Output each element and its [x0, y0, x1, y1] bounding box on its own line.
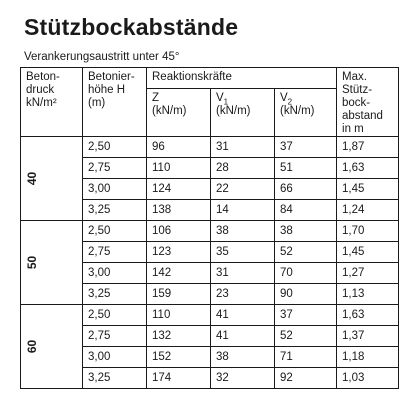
v2-cell: 84 [275, 200, 337, 221]
max-distance-cell: 1,18 [337, 347, 399, 368]
v2-cell: 38 [275, 221, 337, 242]
header-v2: $V_2$ (kN/m) [275, 88, 337, 136]
height-cell: 2,75 [83, 158, 147, 179]
height-cell: 3,25 [83, 284, 147, 305]
max-distance-cell: 1,45 [337, 179, 399, 200]
v2-cell: 90 [275, 284, 337, 305]
distance-table [20, 67, 399, 389]
v1-cell: 28 [211, 158, 275, 179]
header-pour-height: Betonier- höhe H (m) [83, 68, 147, 137]
v2-cell: 52 [275, 242, 337, 263]
z-cell: 152 [147, 347, 211, 368]
z-cell: 138 [147, 200, 211, 221]
height-cell: 3,25 [83, 368, 147, 389]
max-distance-cell: 1,63 [337, 158, 399, 179]
table-row [21, 137, 399, 158]
max-distance-cell: 1,87 [337, 137, 399, 158]
v2-cell: 70 [275, 263, 337, 284]
z-cell: 142 [147, 263, 211, 284]
max-distance-cell: 1,27 [337, 263, 399, 284]
v2-cell: 37 [275, 137, 337, 158]
max-distance-cell: 1,63 [337, 305, 399, 326]
height-cell: 3,00 [83, 179, 147, 200]
height-cell: 2,50 [83, 221, 147, 242]
v1-cell: 22 [211, 179, 275, 200]
v1-cell: 38 [211, 221, 275, 242]
height-cell: 3,25 [83, 200, 147, 221]
header-z: Z (kN/m) [147, 88, 211, 136]
pressure-group-cell: 60 [21, 305, 83, 389]
table-row [21, 305, 399, 326]
table-row [21, 221, 399, 242]
max-distance-cell: 1,24 [337, 200, 399, 221]
height-cell: 2,75 [83, 242, 147, 263]
max-distance-cell: 1,13 [337, 284, 399, 305]
page-subtitle: Verankerungsaustritt unter 45° [24, 51, 180, 63]
z-cell: 123 [147, 242, 211, 263]
z-cell: 124 [147, 179, 211, 200]
height-cell: 3,00 [83, 347, 147, 368]
header-max-distance: Max. Stütz- bock- abstand in m [337, 68, 399, 137]
z-cell: 110 [147, 305, 211, 326]
height-cell: 2,50 [83, 137, 147, 158]
v1-cell: 31 [211, 137, 275, 158]
z-cell: 174 [147, 368, 211, 389]
v1-cell: 35 [211, 242, 275, 263]
header-reaction-forces: Reaktionskräfte [147, 68, 337, 89]
v2-cell: 66 [275, 179, 337, 200]
v2-cell: 92 [275, 368, 337, 389]
v1-cell: 31 [211, 263, 275, 284]
v2-cell: 51 [275, 158, 337, 179]
z-cell: 159 [147, 284, 211, 305]
height-cell: 3,00 [83, 263, 147, 284]
pressure-group-cell: 50 [21, 221, 83, 305]
v1-cell: 38 [211, 347, 275, 368]
v1-cell: 41 [211, 305, 275, 326]
v1-cell: 32 [211, 368, 275, 389]
max-distance-cell: 1,37 [337, 326, 399, 347]
z-cell: 110 [147, 158, 211, 179]
height-cell: 2,75 [83, 326, 147, 347]
pressure-group-cell: 40 [21, 137, 83, 221]
v2-cell: 52 [275, 326, 337, 347]
v2-cell: 37 [275, 305, 337, 326]
z-cell: 106 [147, 221, 211, 242]
page-title: Stützbockabstände [24, 14, 239, 40]
v2-cell: 71 [275, 347, 337, 368]
header-v1: $V_1$ (kN/m) [211, 88, 275, 136]
height-cell: 2,50 [83, 305, 147, 326]
z-cell: 96 [147, 137, 211, 158]
z-cell: 132 [147, 326, 211, 347]
max-distance-cell: 1,03 [337, 368, 399, 389]
header-concrete-pressure: Beton- druck kN/m² [21, 68, 83, 137]
v1-cell: 14 [211, 200, 275, 221]
max-distance-cell: 1,70 [337, 221, 399, 242]
v1-cell: 41 [211, 326, 275, 347]
v1-cell: 23 [211, 284, 275, 305]
max-distance-cell: 1,45 [337, 242, 399, 263]
